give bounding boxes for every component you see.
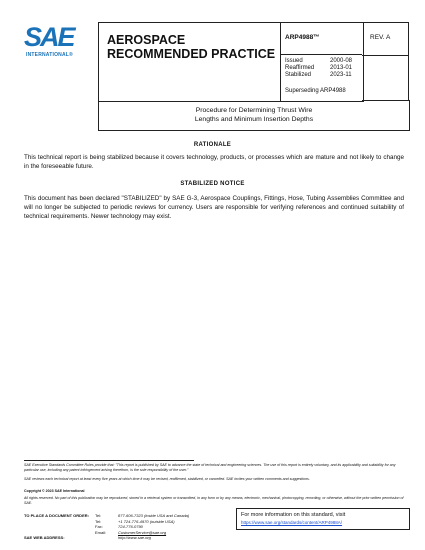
date-label-reaffirmed: Reaffirmed — [285, 65, 315, 71]
order-value: 724-776-0790 — [118, 524, 143, 529]
stabilized-text: This document has been declared "STABILIZED" by SAE G-3, Aerospace Couplings, Fittings, Hose, Tubing Assemblies Committee and will no longer be subjected to periodic reviews for currency. Users are responsible for verifying references and continued suitability of technical requirements. Newer technology may exist. — [24, 195, 404, 220]
rationale-heading: RATIONALE — [193, 142, 232, 148]
date-value-reaffirmed: 2013-01 — [330, 65, 353, 71]
order-email-link[interactable]: CustomerService@sae.org — [118, 529, 167, 535]
document-title — [99, 106, 409, 124]
stabilized-heading: STABILIZED NOTICE — [180, 181, 245, 187]
order-values — [118, 513, 189, 541]
order-key: Fax: — [95, 524, 103, 529]
header-title-box — [98, 22, 281, 102]
web-address-link[interactable]: http://www.sae.org — [118, 535, 151, 540]
logo-subtext: INTERNATIONAL® — [26, 52, 73, 58]
logo-letters: SAE — [24, 22, 74, 52]
order-keys — [95, 513, 106, 535]
date-value-stabilized: 2023-11 — [330, 72, 352, 78]
date-label-issued: Issued — [285, 58, 303, 64]
document-title-line1: Procedure for Determining Thrust Wire — [195, 107, 313, 114]
web-address-label: SAE WEB ADDRESS: — [24, 535, 65, 540]
order-key: Tel: — [95, 513, 102, 518]
document-type — [107, 33, 275, 61]
header-divider — [280, 54, 362, 55]
header-blank-box — [362, 54, 409, 101]
footer-rights: All rights reserved. No part of this publication may be reproduced, stored in a retrieval system or transmitted, in any form or by any means, electronic, mechanical, photocopying, recording, or otherwise, without the prior written permission of SAE. — [24, 496, 404, 505]
sae-logo — [24, 22, 86, 66]
document-number: ARP4988™ — [285, 34, 320, 41]
revision: REV. A — [370, 34, 391, 41]
document-type-line1: AEROSPACE — [107, 33, 186, 47]
document-type-line2: RECOMMENDED PRACTICE — [107, 47, 276, 61]
document-title-line2: Lengths and Minimum Insertion Depths — [194, 116, 314, 123]
date-label-stabilized: Stabilized — [285, 72, 312, 78]
order-key: Tel: — [95, 518, 102, 524]
date-value-issued: 2000-08 — [330, 58, 353, 64]
document-title-box — [98, 100, 410, 131]
order-key: Email: — [95, 529, 107, 535]
rationale-text: This technical report is being stabilized because it covers technology, products, or processes which are mature and not likely to change in the foreseeable future. — [24, 154, 404, 170]
more-info-box — [236, 508, 410, 530]
order-value: +1 724-776-4970 (outside USA) — [118, 518, 175, 524]
footer-disclaimer: SAE Executive Standards Committee Rules provide that: "This report is published by SAE to advance the state of technical and engineering sciences. The use of this report is entirely voluntary, and its applicability and suitability for any particular use, including any patent infringement arising therefrom, is the sole responsibility of the user." — [24, 463, 396, 472]
order-value: 877-606-7323 (inside USA and Canada) — [118, 513, 190, 518]
order-label: TO PLACE A DOCUMENT ORDER: — [24, 513, 89, 518]
footer-rule — [24, 460, 194, 461]
footer-review-note: SAE reviews each technical report at least every five years at which time it may be revised, reaffirmed, stabilized, or cancelled. SAE invites your written comments and suggestions. — [24, 477, 310, 481]
superseding-note: Superseding ARP4988 — [285, 88, 346, 94]
footer-copyright: Copyright © 2023 SAE International — [24, 489, 85, 493]
more-info-link[interactable]: https://www.sae.org/standards/content/ARP4988A/ — [241, 520, 343, 525]
more-info-text: For more information on this standard, visit — [241, 512, 346, 518]
